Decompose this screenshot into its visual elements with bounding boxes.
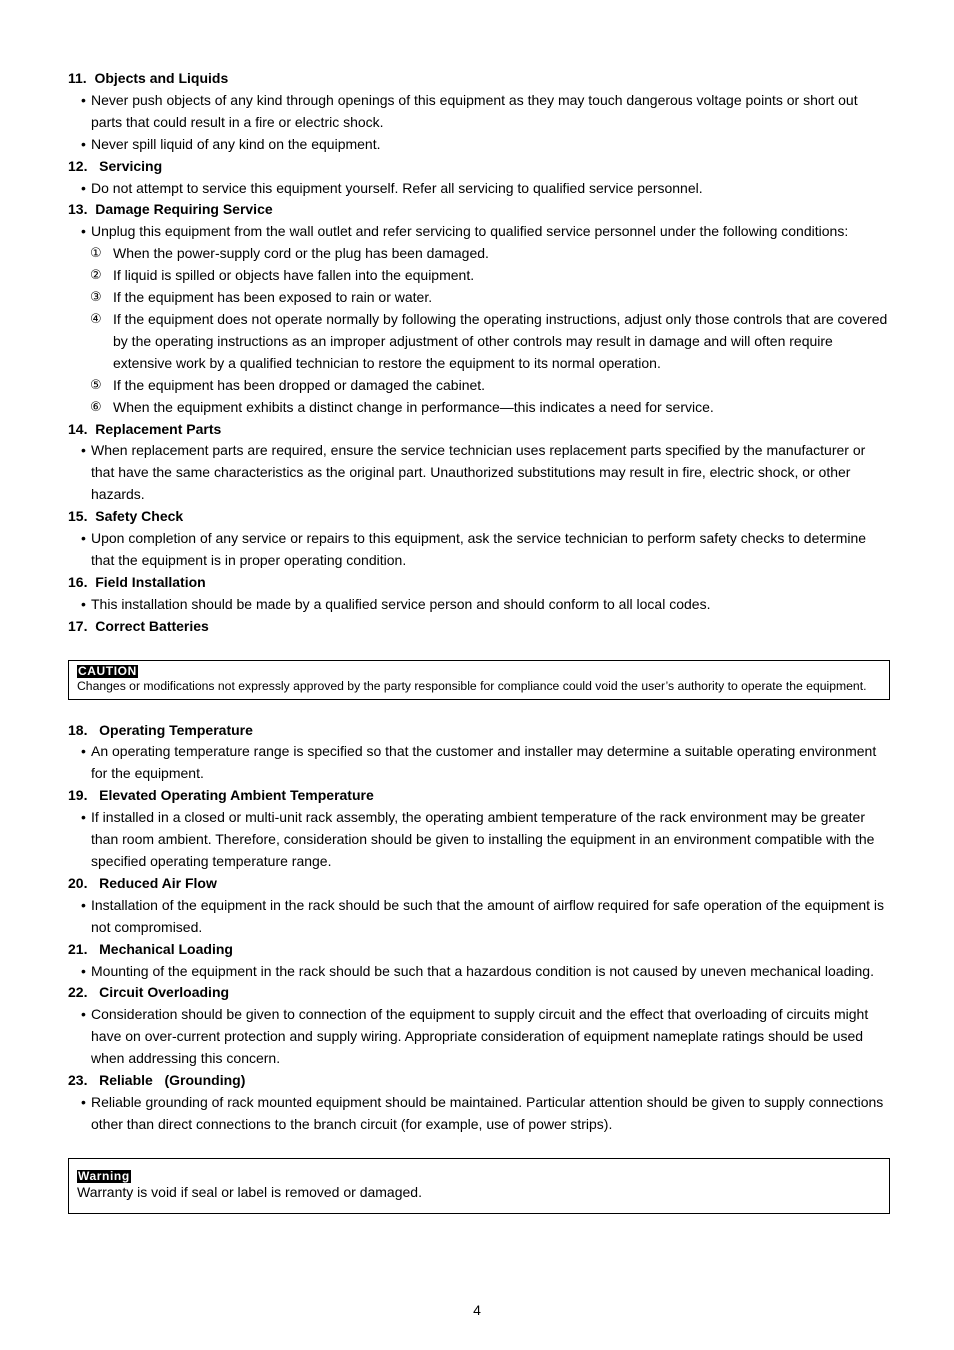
condition-number: ⑥	[90, 399, 102, 415]
condition-item	[68, 397, 890, 419]
section-title: 18. Operating Temperature	[68, 721, 253, 738]
section	[68, 572, 890, 616]
section-title: 14. Replacement Parts	[68, 420, 222, 437]
section	[68, 1070, 890, 1136]
section	[68, 873, 890, 939]
caution-box	[68, 660, 890, 700]
condition-text: When the power-supply cord or the plug has been damaged.	[113, 245, 489, 262]
page-number: 4	[473, 1302, 481, 1318]
warning-box	[68, 1158, 890, 1214]
condition-item	[68, 375, 890, 397]
section	[68, 939, 890, 983]
warning-label: Warning	[78, 1168, 130, 1183]
section-title: 22. Circuit Overloading	[68, 984, 230, 1001]
condition-item	[68, 265, 890, 287]
condition-item	[68, 243, 890, 265]
condition-item	[68, 309, 890, 375]
section-title: 19. Elevated Operating Ambient Temperature	[68, 787, 374, 804]
bullet-item: • Mounting of the equipment in the rack should be such that a hazardous condition is not caused by uneven mechanical loading.	[68, 961, 890, 983]
condition-number: ④	[90, 311, 102, 327]
section-title: 17. Correct Batteries	[68, 617, 209, 634]
condition-text: If liquid is spilled or objects have fallen into the equipment.	[113, 267, 475, 284]
condition-item	[68, 287, 890, 309]
bullet-item: • Consideration should be given to connection of the equipment to supply circuit and the effect that overloading of circuits might have on over-current protection and supply wiring. Appropriate consideration of equipment nameplate ratings should be used when addressing this concern.	[68, 1004, 890, 1070]
caution-label: CAUTION	[78, 663, 137, 678]
caution-text: Changes or modifications not expressly approved by the party responsible for compliance could void the user’s authority to operate the equipment.	[77, 678, 867, 693]
bullet-item: • If installed in a closed or multi-unit rack assembly, the operating ambient temperature of the rack environment may be greater than room ambient. Therefore, consideration should be given to installing the equipment in an environment compatible with the specified operating temperature range.	[68, 807, 890, 873]
condition-number: ③	[90, 290, 102, 306]
warning-text: Warranty is void if seal or label is removed or damaged.	[77, 1183, 422, 1200]
condition-text: When the equipment exhibits a distinct change in performance—this indicates a need for service.	[113, 398, 714, 415]
section-title: 13. Damage Requiring Service	[68, 201, 273, 218]
condition-number: ①	[90, 246, 102, 262]
bullet-item: • When replacement parts are required, ensure the service technician uses replacement parts specified by the manufacturer or that have the same characteristics as the original part. Unauthorized substitutions may result in fire, electric shock, or other hazards.	[68, 440, 890, 506]
condition-text: If the equipment has been dropped or damaged the cabinet.	[113, 376, 486, 393]
document-body	[68, 68, 890, 1214]
section	[68, 785, 890, 873]
sections-group-b	[68, 720, 890, 1136]
bullet-item: • Unplug this equipment from the wall outlet and refer servicing to qualified service personnel under the following conditions:	[68, 221, 890, 243]
bullet-item: • This installation should be made by a qualified service person and should conform to all local codes.	[68, 594, 890, 616]
bullet-item: • Reliable grounding of rack mounted equipment should be maintained. Particular attention should be given to supply connections other than direct connections to the branch circuit (for example, use of power strips).	[68, 1092, 890, 1136]
bullet-item: • Upon completion of any service or repairs to this equipment, ask the service technician to perform safety checks to determine that the equipment is in proper operating condition.	[68, 528, 890, 572]
section-title: 11. Objects and Liquids	[68, 70, 229, 86]
section-title: 16. Field Installation	[68, 573, 206, 590]
section-title: 23. Reliable (Grounding)	[68, 1072, 246, 1089]
condition-text: If the equipment has been exposed to rain or water.	[113, 289, 433, 306]
bullet-item: • Never spill liquid of any kind on the equipment.	[68, 134, 890, 156]
bullet-item: • Never push objects of any kind through openings of this equipment as they may touch dangerous voltage points or short out parts that could result in a fire or electric shock.	[68, 90, 890, 134]
section	[68, 616, 890, 638]
section	[68, 68, 890, 156]
bullet-item: • An operating temperature range is specified so that the customer and installer may determine a suitable operating environment for the equipment.	[68, 741, 890, 785]
section-title: 21. Mechanical Loading	[68, 940, 233, 957]
bullet-item: • Do not attempt to service this equipment yourself. Refer all servicing to qualified service personnel.	[68, 178, 890, 200]
section	[68, 199, 890, 418]
condition-text: If the equipment does not operate normally by following the operating instructions, adjust only those controls that are covered by the operating instructions as an improper adjustment of other controls may result in damage and will often require extensive work by a qualified technician to restore the equipment to its normal operation.	[113, 310, 888, 371]
section-title: 15. Safety Check	[68, 508, 184, 525]
section	[68, 720, 890, 786]
bullet-item: • Installation of the equipment in the rack should be such that the amount of airflow required for safe operation of the equipment is not compromised.	[68, 895, 890, 939]
condition-number: ②	[90, 268, 102, 284]
sections-group-a	[68, 68, 890, 638]
section	[68, 506, 890, 572]
section	[68, 419, 890, 507]
section	[68, 156, 890, 200]
section	[68, 982, 890, 1070]
section-title: 20. Reduced Air Flow	[68, 874, 217, 891]
condition-number: ⑤	[90, 377, 102, 393]
section-title: 12. Servicing	[68, 157, 163, 174]
